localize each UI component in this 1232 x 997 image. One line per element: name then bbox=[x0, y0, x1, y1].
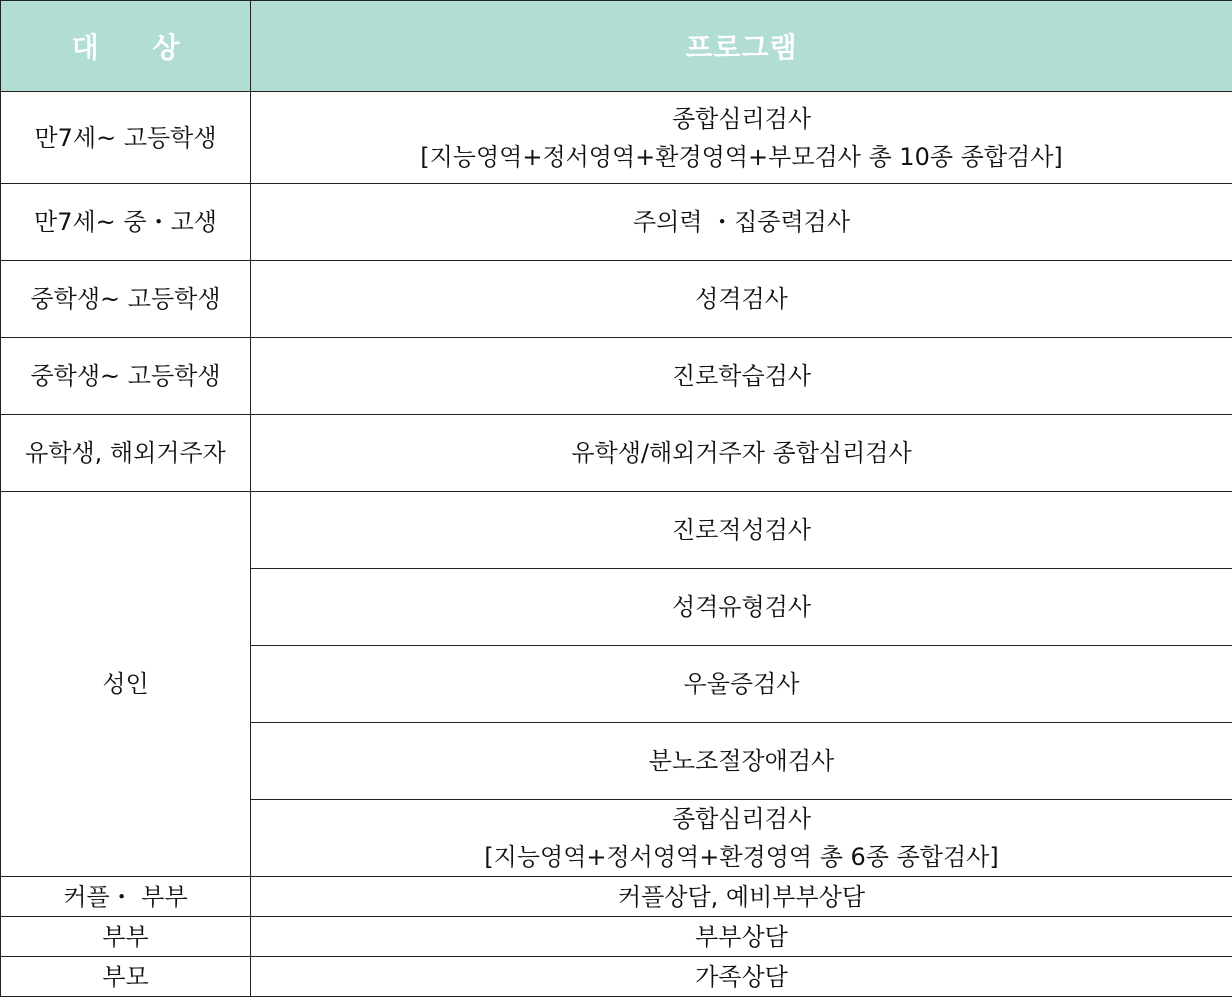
program-line: 종합심리검사 bbox=[671, 104, 812, 133]
program-cell: 커플상담, 예비부부상담 bbox=[251, 877, 1232, 917]
program-line: 종합심리검사 bbox=[671, 805, 812, 833]
table-row bbox=[1, 957, 1232, 997]
program-cell bbox=[251, 800, 1232, 877]
target-cell: 중학생~ 고등학생 bbox=[1, 261, 251, 338]
table-row bbox=[1, 492, 1232, 569]
target-cell: 유학생, 해외거주자 bbox=[1, 415, 251, 492]
table-row bbox=[1, 415, 1232, 492]
target-cell: 만7세~ 중・고생 bbox=[1, 184, 251, 261]
table-row bbox=[1, 917, 1232, 957]
program-cell bbox=[251, 92, 1232, 184]
program-cell: 분노조절장애검사 bbox=[251, 723, 1232, 800]
target-cell: 부모 bbox=[1, 957, 251, 997]
target-cell: 커플・ 부부 bbox=[1, 877, 251, 917]
program-cell: 주의력 ・집중력검사 bbox=[251, 184, 1232, 261]
program-cell: 유학생/해외거주자 종합심리검사 bbox=[251, 415, 1232, 492]
program-detail: [지능영역+정서영역+환경영역 총 6종 종합검사] bbox=[484, 843, 999, 871]
table-row bbox=[1, 877, 1232, 917]
target-cell-adult: 성인 bbox=[1, 492, 251, 877]
program-cell: 진로적성검사 bbox=[251, 492, 1232, 569]
program-cell: 우울증검사 bbox=[251, 646, 1232, 723]
table-row bbox=[1, 184, 1232, 261]
program-cell: 진로학습검사 bbox=[251, 338, 1232, 415]
program-cell: 부부상담 bbox=[251, 917, 1232, 957]
table-row bbox=[1, 261, 1232, 338]
header-row bbox=[1, 1, 1232, 92]
program-cell: 성격검사 bbox=[251, 261, 1232, 338]
target-cell: 만7세~ 고등학생 bbox=[1, 92, 251, 184]
program-cell: 성격유형검사 bbox=[251, 569, 1232, 646]
target-cell: 부부 bbox=[1, 917, 251, 957]
header-target: 대 상 bbox=[1, 1, 251, 92]
header-program: 프로그램 bbox=[251, 1, 1232, 92]
program-detail: [지능영역+정서영역+환경영역+부모검사 총 10종 종합검사] bbox=[420, 142, 1063, 171]
table-row bbox=[1, 338, 1232, 415]
target-cell: 중학생~ 고등학생 bbox=[1, 338, 251, 415]
program-cell: 가족상담 bbox=[251, 957, 1232, 997]
table-row bbox=[1, 92, 1232, 184]
